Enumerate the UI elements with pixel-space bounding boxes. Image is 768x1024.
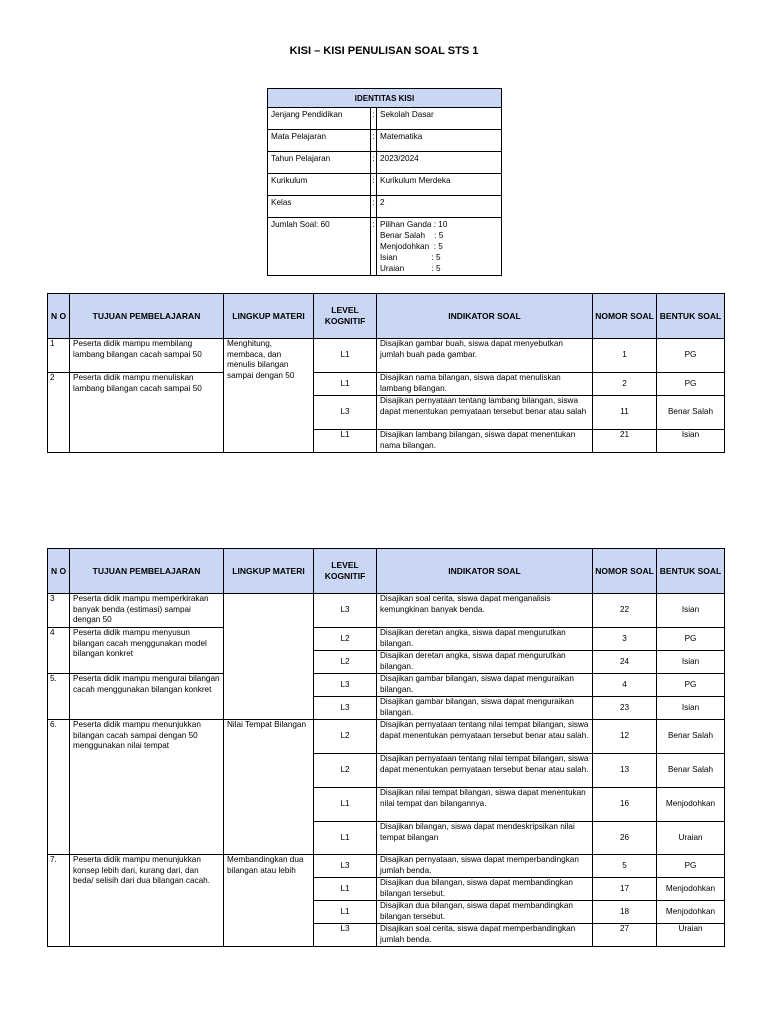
indicator-cell: Disajikan pernyataan tentang lambang bilangan, siswa dapat menentukan pernyataan tersebut benar atau salah [377,396,593,430]
identity-sep: : [371,196,377,218]
level-cell: L1 [314,901,377,924]
header-indikator: INDIKATOR SOAL [377,549,593,594]
question-number-cell: 4 [593,674,657,697]
question-number-cell: 23 [593,697,657,720]
identity-label: Kurikulum [268,174,371,196]
table-row [48,594,725,628]
scope-cell-empty [224,594,314,720]
goal-text: Peserta didik mampu menunjukkan konsep lebih dari, kurang dari, dan beda/ selisih dari dua bilangan cacah. [70,855,224,947]
identity-row [268,130,502,152]
header-indikator: INDIKATOR SOAL [377,294,593,339]
identity-row [268,196,502,218]
level-cell: L1 [314,373,377,396]
question-number-cell: 1 [593,339,657,373]
identity-value: Sekolah Dasar [377,108,502,130]
question-type-breakdown: Pilihan Ganda : 10 Benar Salah : 5 Menjodohkan : 5 Isian : 5 Uraian : 5 [377,218,502,276]
indicator-cell: Disajikan bilangan, siswa dapat mendeskripsikan nilai tempat bilangan [377,822,593,855]
goal-number: 4 [48,628,70,674]
document-title: KISI – KISI PENULISAN SOAL STS 1 [289,45,479,57]
header-tujuan: TUJUAN PEMBELAJARAN [70,294,224,339]
table-header-row [48,549,725,594]
indicator-cell: Disajikan soal cerita, siswa dapat menganalisis kemungkinan banyak benda. [377,594,593,628]
header-lingkup: LINGKUP MATERI [224,549,314,594]
identity-value: Matematika [377,130,502,152]
goal-text: Peserta didik mampu menunjukkan bilangan cacah sampai dengan 50 menggunakan nilai tempat [70,720,224,855]
header-nomor: NOMOR SOAL [593,549,657,594]
identity-label: Mata Pelajaran [268,130,371,152]
question-type-cell: Menjodohkan [657,878,725,901]
indicator-cell: Disajikan pernyataan tentang nilai tempat bilangan, siswa dapat menentukan pernyataan tersebut benar atau salah. [377,720,593,754]
identity-value: Kurikulum Merdeka [377,174,502,196]
goal-number: 3 [48,594,70,628]
header-bentuk: BENTUK SOAL [657,549,725,594]
question-number-cell: 18 [593,901,657,924]
level-cell: L3 [314,855,377,878]
blueprint-table-2 [47,548,725,947]
header-level: LEVEL KOGNITIF [314,549,377,594]
question-type-cell: Isian [657,594,725,628]
question-type-cell: Isian [657,430,725,453]
scope-cell: Nilai Tempat Bilangan [224,720,314,855]
question-type-cell: Uraian [657,822,725,855]
identity-row [268,152,502,174]
question-type-cell: Uraian [657,924,725,947]
question-type-cell: Benar Salah [657,720,725,754]
level-cell: L3 [314,924,377,947]
identity-header: IDENTITAS KISI [268,89,502,108]
header-tujuan: TUJUAN PEMBELAJARAN [70,549,224,594]
identity-label: Kelas [268,196,371,218]
identity-sep: : [371,130,377,152]
question-type-cell: Menjodohkan [657,788,725,822]
table-row [48,339,725,373]
goal-text: Peserta didik mampu menuliskan lambang bilangan cacah sampai 50 [70,373,224,453]
level-cell: L3 [314,674,377,697]
level-cell: L2 [314,720,377,754]
table-row [48,628,725,651]
indicator-cell: Disajikan pernyataan tentang nilai tempat bilangan, siswa dapat menentukan pernyataan tersebut benar atau salah. [377,754,593,788]
goal-text: Peserta didik mampu memperkirakan banyak benda (estimasi) sampai dengan 50 [70,594,224,628]
indicator-cell: Disajikan dua bilangan, siswa dapat membandingkan bilangan tersebut. [377,901,593,924]
indicator-cell: Disajikan pernyataan, siswa dapat memperbandingkan jumlah benda. [377,855,593,878]
question-number-cell: 17 [593,878,657,901]
question-number-cell: 21 [593,430,657,453]
blueprint-table-1 [47,293,725,453]
question-number-cell: 12 [593,720,657,754]
indicator-cell: Disajikan nilai tempat bilangan, siswa dapat menentukan nilai tempat dan bilangannya. [377,788,593,822]
identity-sep: : [371,218,377,276]
question-type-cell: Isian [657,697,725,720]
level-cell: L2 [314,754,377,788]
level-cell: L1 [314,430,377,453]
identity-sep: : [371,152,377,174]
question-count-label: Jumlah Soal: 60 [268,218,371,276]
level-cell: L3 [314,396,377,430]
level-cell: L1 [314,822,377,855]
level-cell: L2 [314,651,377,674]
identity-row-count [268,218,502,276]
identity-value: 2023/2024 [377,152,502,174]
indicator-cell: Disajikan deretan angka, siswa dapat mengurutkan bilangan. [377,628,593,651]
question-number-cell: 13 [593,754,657,788]
indicator-cell: Disajikan gambar bilangan, siswa dapat menguraikan bilangan. [377,697,593,720]
table-row [48,720,725,754]
identity-table [267,88,502,276]
goal-text: Peserta didik mampu membilang lambang bilangan cacah sampai 50 [70,339,224,373]
table-row [48,674,725,697]
question-number-cell: 26 [593,822,657,855]
header-nomor: NOMOR SOAL [593,294,657,339]
goal-text: Peserta didik mampu menyusun bilangan cacah menggunakan model bilangan konkret [70,628,224,674]
level-cell: L1 [314,788,377,822]
question-type-cell: PG [657,339,725,373]
level-cell: L2 [314,628,377,651]
question-number-cell: 2 [593,373,657,396]
indicator-cell: Disajikan gambar bilangan, siswa dapat menguraikan bilangan. [377,674,593,697]
level-cell: L1 [314,878,377,901]
question-number-cell: 11 [593,396,657,430]
question-number-cell: 3 [593,628,657,651]
identity-value: 2 [377,196,502,218]
goal-number: 1 [48,339,70,373]
scope-cell: Menghitung, membaca, dan menulis bilangan sampai dengan 50 [224,339,314,453]
indicator-cell: Disajikan gambar buah, siswa dapat menyebutkan jumlah buah pada gambar. [377,339,593,373]
level-cell: L3 [314,697,377,720]
goal-text: Peserta didik mampu mengurai bilangan cacah menggunakan bilangan konkret [70,674,224,720]
question-type-cell: Menjodohkan [657,901,725,924]
goal-number: 6. [48,720,70,855]
question-type-cell: PG [657,373,725,396]
header-no: N O [48,294,70,339]
header-bentuk: BENTUK SOAL [657,294,725,339]
question-number-cell: 27 [593,924,657,947]
question-type-cell: PG [657,628,725,651]
indicator-cell: Disajikan nama bilangan, siswa dapat menuliskan lambang bilangan. [377,373,593,396]
header-lingkup: LINGKUP MATERI [224,294,314,339]
identity-label: Jenjang Pendidikan [268,108,371,130]
goal-number: 7. [48,855,70,947]
identity-sep: : [371,108,377,130]
question-number-cell: 5 [593,855,657,878]
goal-number: 5. [48,674,70,720]
identity-row [268,108,502,130]
indicator-cell: Disajikan lambang bilangan, siswa dapat menentukan nama bilangan. [377,430,593,453]
level-cell: L3 [314,594,377,628]
header-level: LEVEL KOGNITIF [314,294,377,339]
level-cell: L1 [314,339,377,373]
identity-row [268,174,502,196]
indicator-cell: Disajikan soal cerita, siswa dapat memperbandingkan jumlah benda. [377,924,593,947]
identity-label: Tahun Pelajaran [268,152,371,174]
table-row [48,855,725,878]
question-number-cell: 24 [593,651,657,674]
table-row [48,373,725,396]
goal-number: 2 [48,373,70,453]
identity-sep: : [371,174,377,196]
question-number-cell: 22 [593,594,657,628]
question-number-cell: 16 [593,788,657,822]
table-header-row [48,294,725,339]
question-type-cell: PG [657,674,725,697]
header-no: N O [48,549,70,594]
indicator-cell: Disajikan dua bilangan, siswa dapat membandingkan bilangan tersebut. [377,878,593,901]
indicator-cell: Disajikan deretan angka, siswa dapat mengurutkan bilangan. [377,651,593,674]
question-type-cell: PG [657,855,725,878]
question-type-cell: Isian [657,651,725,674]
scope-cell: Membandingkan dua bilangan atau lebih [224,855,314,947]
question-type-cell: Benar Salah [657,754,725,788]
question-type-cell: Benar Salah [657,396,725,430]
